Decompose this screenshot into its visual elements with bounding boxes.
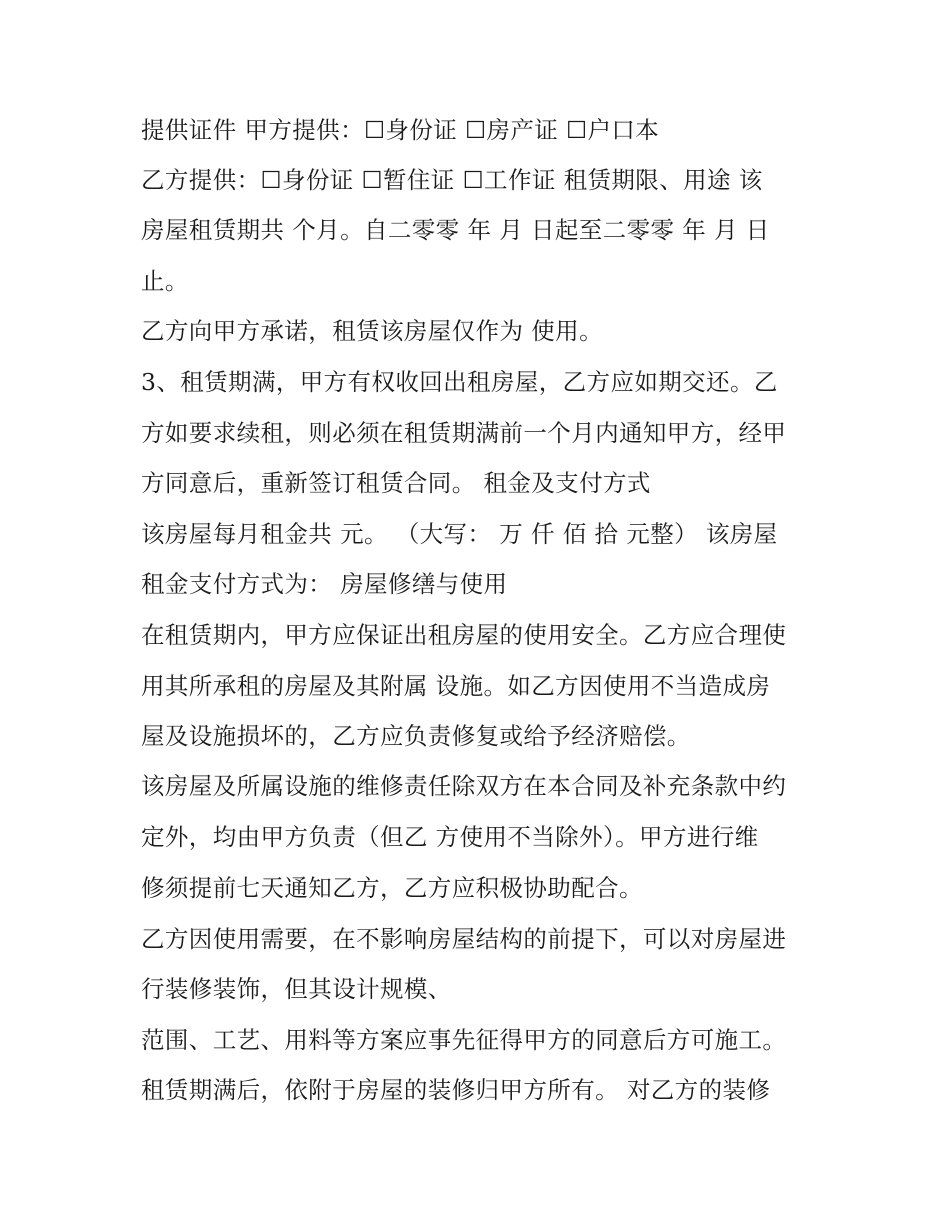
text-line: 该房屋及所属设施的维修责任除双方在本合同及补充条款中约 bbox=[141, 772, 787, 800]
text-line: 乙方向甲方承诺，租赁该房屋仅作为 使用。 bbox=[141, 317, 603, 345]
text-line: 房屋租赁期共 个月。自二零零 年 月 日起至二零零 年 月 日 bbox=[141, 216, 770, 244]
text-line: 止。 bbox=[141, 267, 189, 295]
text-line: 租金支付方式为： 房屋修缮与使用 bbox=[141, 570, 508, 598]
text-line: 修须提前七天通知乙方，乙方应积极协助配合。 bbox=[141, 874, 643, 902]
text-line: 用其所承租的房屋及其附属 设施。如乙方因使用不当造成房 bbox=[141, 672, 771, 700]
text-line: 在租赁期内，甲方应保证出租房屋的使用安全。乙方应合理使 bbox=[141, 621, 787, 649]
text-line: 方同意后，重新签订租赁合同。 租金及支付方式 bbox=[141, 469, 651, 497]
text-line: 乙方提供：☐身份证 ☐暂住证 ☐工作证 租赁期限、用途 该 bbox=[141, 166, 763, 194]
text-line: 屋及设施损坏的，乙方应负责修复或给予经济赔偿。 bbox=[141, 722, 691, 750]
text-line: 3、租赁期满，甲方有权收回出租房屋，乙方应如期交还。乙 bbox=[141, 368, 778, 396]
text-line: 定外，均由甲方负责（但乙 方使用不当除外）。甲方进行维 bbox=[141, 823, 759, 851]
text-line: 方如要求续租，则必须在租赁期满前一个月内通知甲方，经甲 bbox=[141, 419, 787, 447]
text-line: 该房屋每月租金共 元。 （大写： 万 仟 佰 拾 元整） 该房屋 bbox=[141, 520, 778, 548]
text-line: 乙方因使用需要，在不影响房屋结构的前提下，可以对房屋进 bbox=[141, 925, 787, 953]
text-line: 范围、工艺、用料等方案应事先征得甲方的同意后方可施工。 bbox=[141, 1026, 787, 1054]
text-line: 行装修装饰，但其设计规模、 bbox=[141, 975, 452, 1003]
text-line: 提供证件 甲方提供：☐身份证 ☐房产证 ☐户口本 bbox=[141, 116, 660, 144]
text-line: 租赁期满后，依附于房屋的装修归甲方所有。 对乙方的装修 bbox=[141, 1076, 771, 1104]
